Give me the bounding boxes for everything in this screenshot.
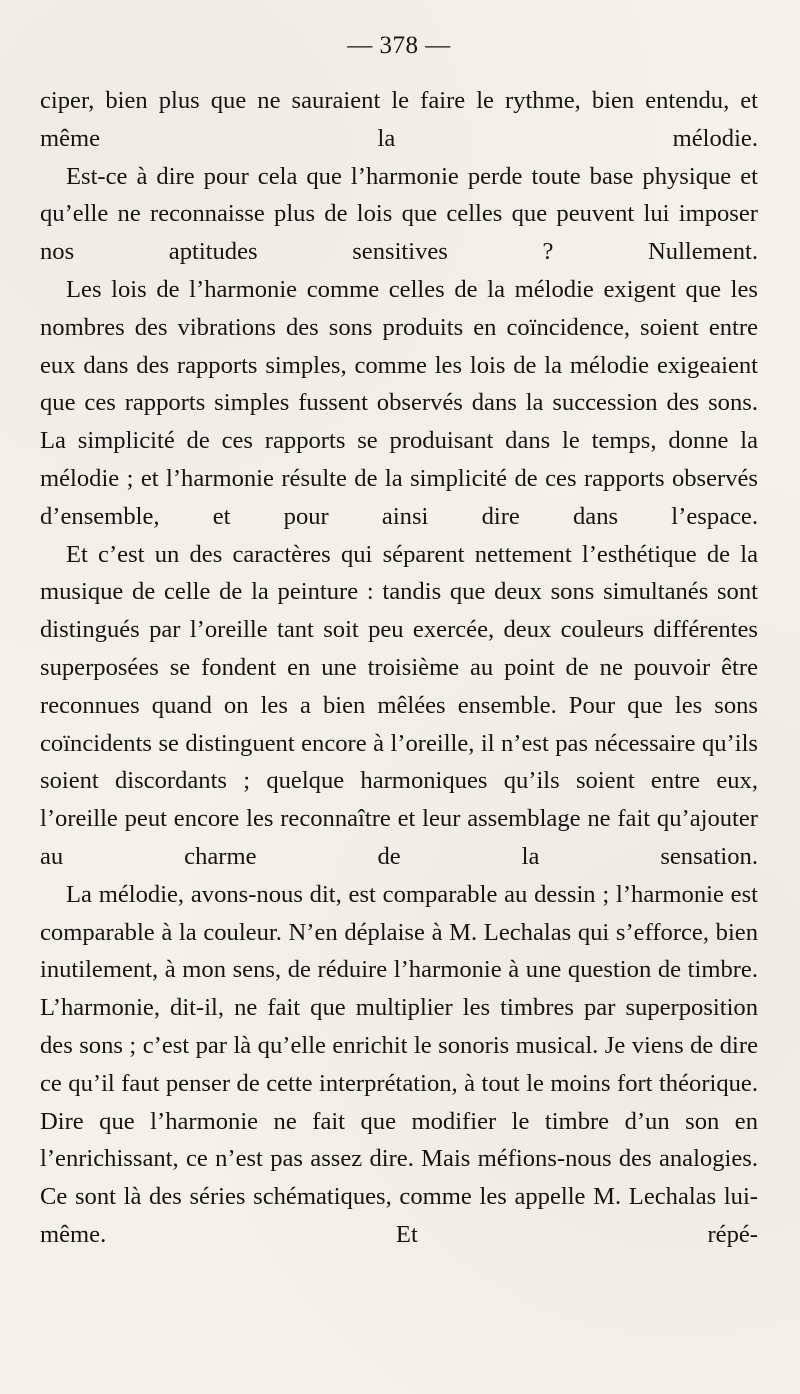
paragraph-3: Les lois de l’harmonie comme celles de la mélodie exigent que les nombres des vibrations des sons produits en coïncidence, soient entre eux dans des rapports simples, comme les lois de la mélodie exigeaient que ces rapports simples fussent observés dans la succession des sons. La simplicité de ces rapports se produisant dans le temps, donne la mélodie ; et l’harmonie résulte de la simplicité de ces rapports observés d’ensemble, et pour ainsi dire dans l’espace. — [40, 275, 758, 530]
page-number: — 378 — — [347, 32, 451, 59]
body-text — [40, 82, 758, 1254]
paragraph-1: ciper, bien plus que ne sauraient le faire le rythme, bien entendu, et même la mélodie. — [40, 87, 758, 152]
paragraph-2: Est-ce à dire pour cela que l’harmonie perde toute base physique et qu’elle ne reconnaisse plus de lois que celles que peuvent lui imposer nos aptitudes sensitives ? Nullement. — [40, 162, 758, 266]
paragraph-5: La mélodie, avons-nous dit, est comparable au dessin ; l’harmonie est comparable à la couleur. N’en déplaise à M. Lechalas qui s’efforce, bien inutilement, à mon sens, de réduire l’harmonie à une question de timbre. L’harmonie, dit-il, ne fait que multiplier les timbres par superposition des sons ; c’est par là qu’elle enrichit le sonoris musical. Je viens de dire ce qu’il faut penser de cette interprétation, à tout le moins fort théorique. Dire que l’harmonie ne fait que modifier le timbre d’un son en l’enrichissant, ce n’est pas assez dire. Mais méfions-nous des analogies. Ce sont là des séries schématiques, comme les appelle M. Lechalas lui-même. Et répé- — [40, 880, 758, 1248]
paragraph-4: Et c’est un des caractères qui séparent nettement l’esthétique de la musique de celle de la peinture : tandis que deux sons simultanés sont distingués par l’oreille tant soit peu exercée, deux couleurs différentes superposées se fondent en une troisième au point de ne pouvoir être reconnues quand on les a bien mêlées ensemble. Pour que les sons coïncidents se distinguent encore à l’oreille, il n’est pas nécessaire qu’ils soient discordants ; quelque harmoniques qu’ils soient entre eux, l’oreille peut encore les reconnaître et leur assemblage ne fait qu’ajouter au charme de la sensation. — [40, 540, 758, 870]
